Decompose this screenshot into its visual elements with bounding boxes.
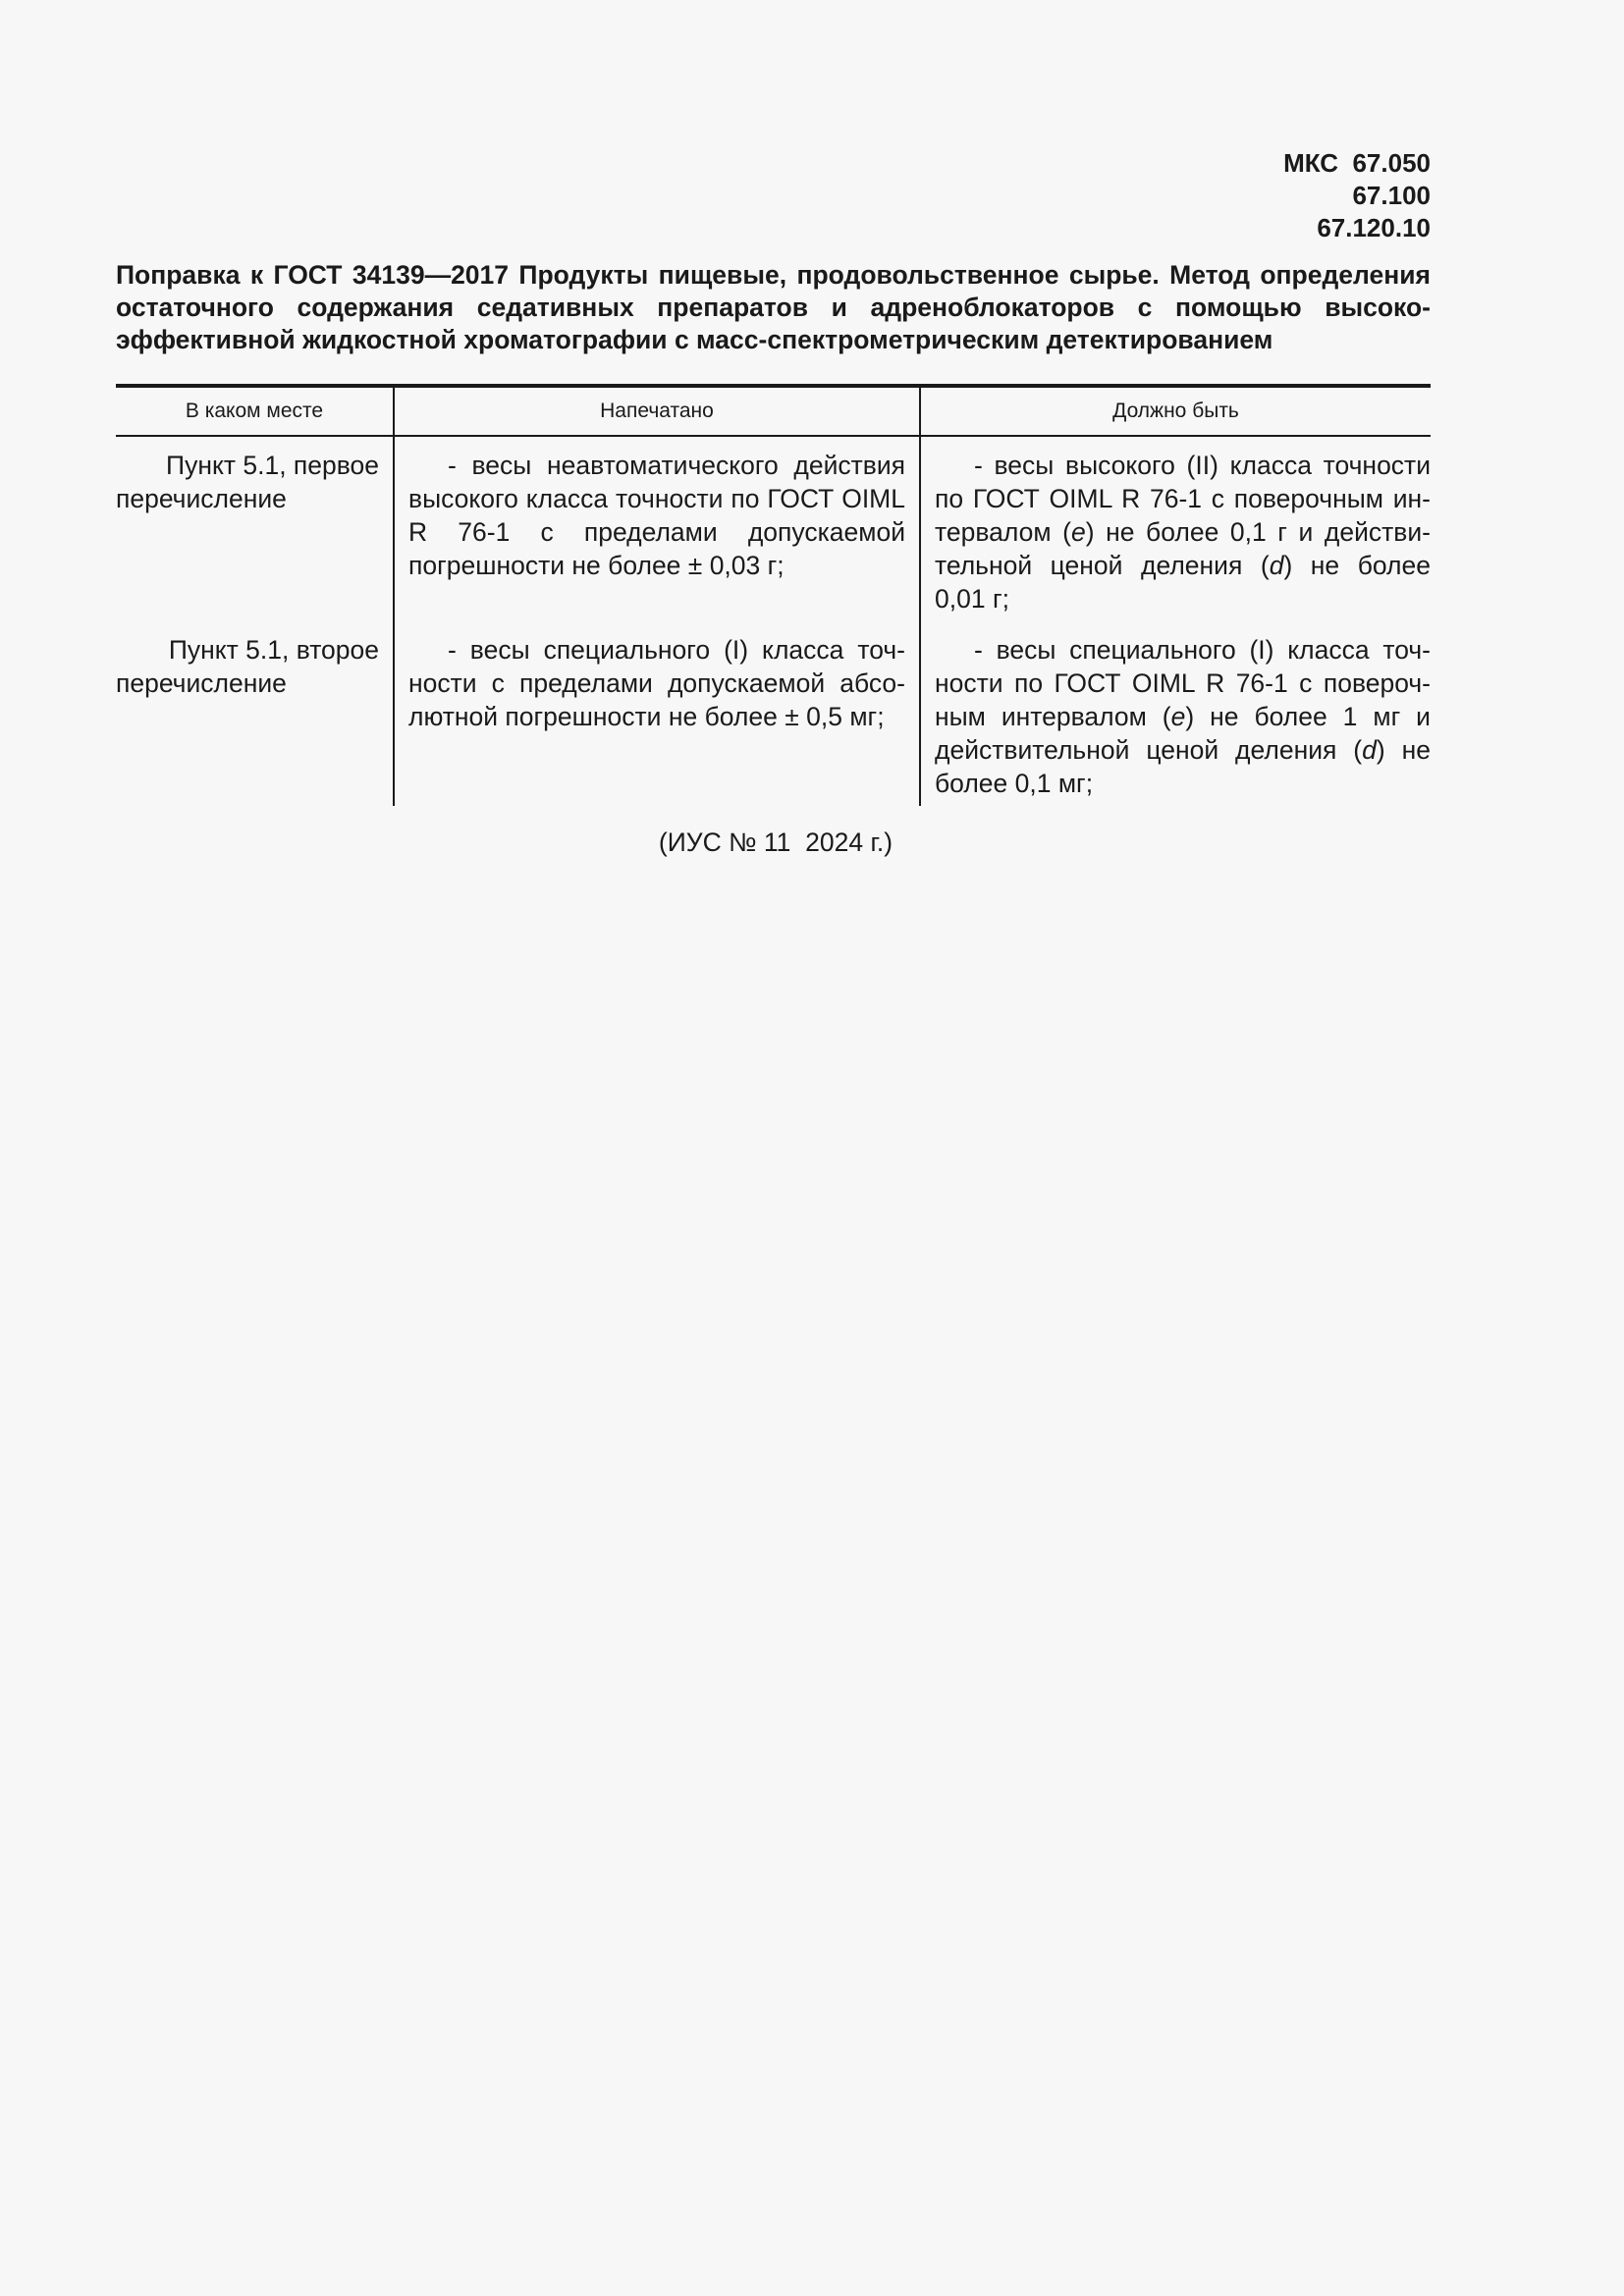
place-text-cont: перечисление <box>116 668 287 698</box>
should-be-cell <box>920 436 1431 629</box>
printed-cell: - весы специального (I) класса точности с пределами допускаемой абсолютной погрешности не более ± 0,5 мг; <box>394 629 920 806</box>
should-be-text: - весы высокого (II) класса точности по ГОСТ OIML R 76-1 с поверочным интервалом ( <box>935 451 1431 547</box>
should-be-text: ) не более 0,1 мг; <box>935 735 1431 798</box>
should-be-text: ) не более 0,01 г; <box>935 551 1431 614</box>
should-be-text: ) не более 0,1 г и действительной ценой деления ( <box>935 517 1431 580</box>
symbol-e: е <box>1070 517 1086 547</box>
mks-code-3: 67.120.10 <box>1317 213 1431 242</box>
should-be-cell <box>920 629 1431 806</box>
printed-cell: - весы неавтоматического действия высокого класса точности по ГОСТ OIML R 76-1 с пределами допускаемой погрешности не более ± 0,03 г; <box>394 436 920 629</box>
symbol-d: d <box>1362 735 1377 765</box>
table-row <box>116 629 1431 806</box>
should-be-text: ) не более 1 мг и действительной ценой деления ( <box>935 702 1431 765</box>
table-row <box>116 436 1431 629</box>
should-be-text: - весы специального (I) класса точности по ГОСТ OIML R 76-1 с поверочным интервалом ( <box>935 635 1431 731</box>
header-place: В каком месте <box>116 386 394 436</box>
document-title: Поправка к ГОСТ 34139—2017 Продукты пищевые, продовольственное сырье. Метод определения остаточного содержания седативных препаратов и адреноблокаторов с помощью высокоэффективной жидкостной хроматографии с масс-спектрометрическим детектированием <box>116 260 1431 354</box>
mks-code-1: МКС 67.050 <box>1283 148 1431 178</box>
place-cell <box>116 629 394 806</box>
mks-code-2: 67.100 <box>1352 181 1431 210</box>
header-should-be: Должно быть <box>920 386 1431 436</box>
place-text: Пункт 5.1, второе <box>168 635 379 665</box>
place-text: Пункт 5.1, первое <box>166 451 379 480</box>
mks-codes <box>1283 147 1431 244</box>
place-text-cont: перечисление <box>116 484 287 513</box>
amendment-table <box>116 384 1431 806</box>
table-header-row <box>116 386 1431 436</box>
symbol-d: d <box>1269 551 1284 580</box>
symbol-e: е <box>1170 702 1186 731</box>
ius-reference: (ИУС № 11 2024 г.) <box>658 828 893 857</box>
header-printed: Напечатано <box>394 386 920 436</box>
place-cell <box>116 436 394 629</box>
